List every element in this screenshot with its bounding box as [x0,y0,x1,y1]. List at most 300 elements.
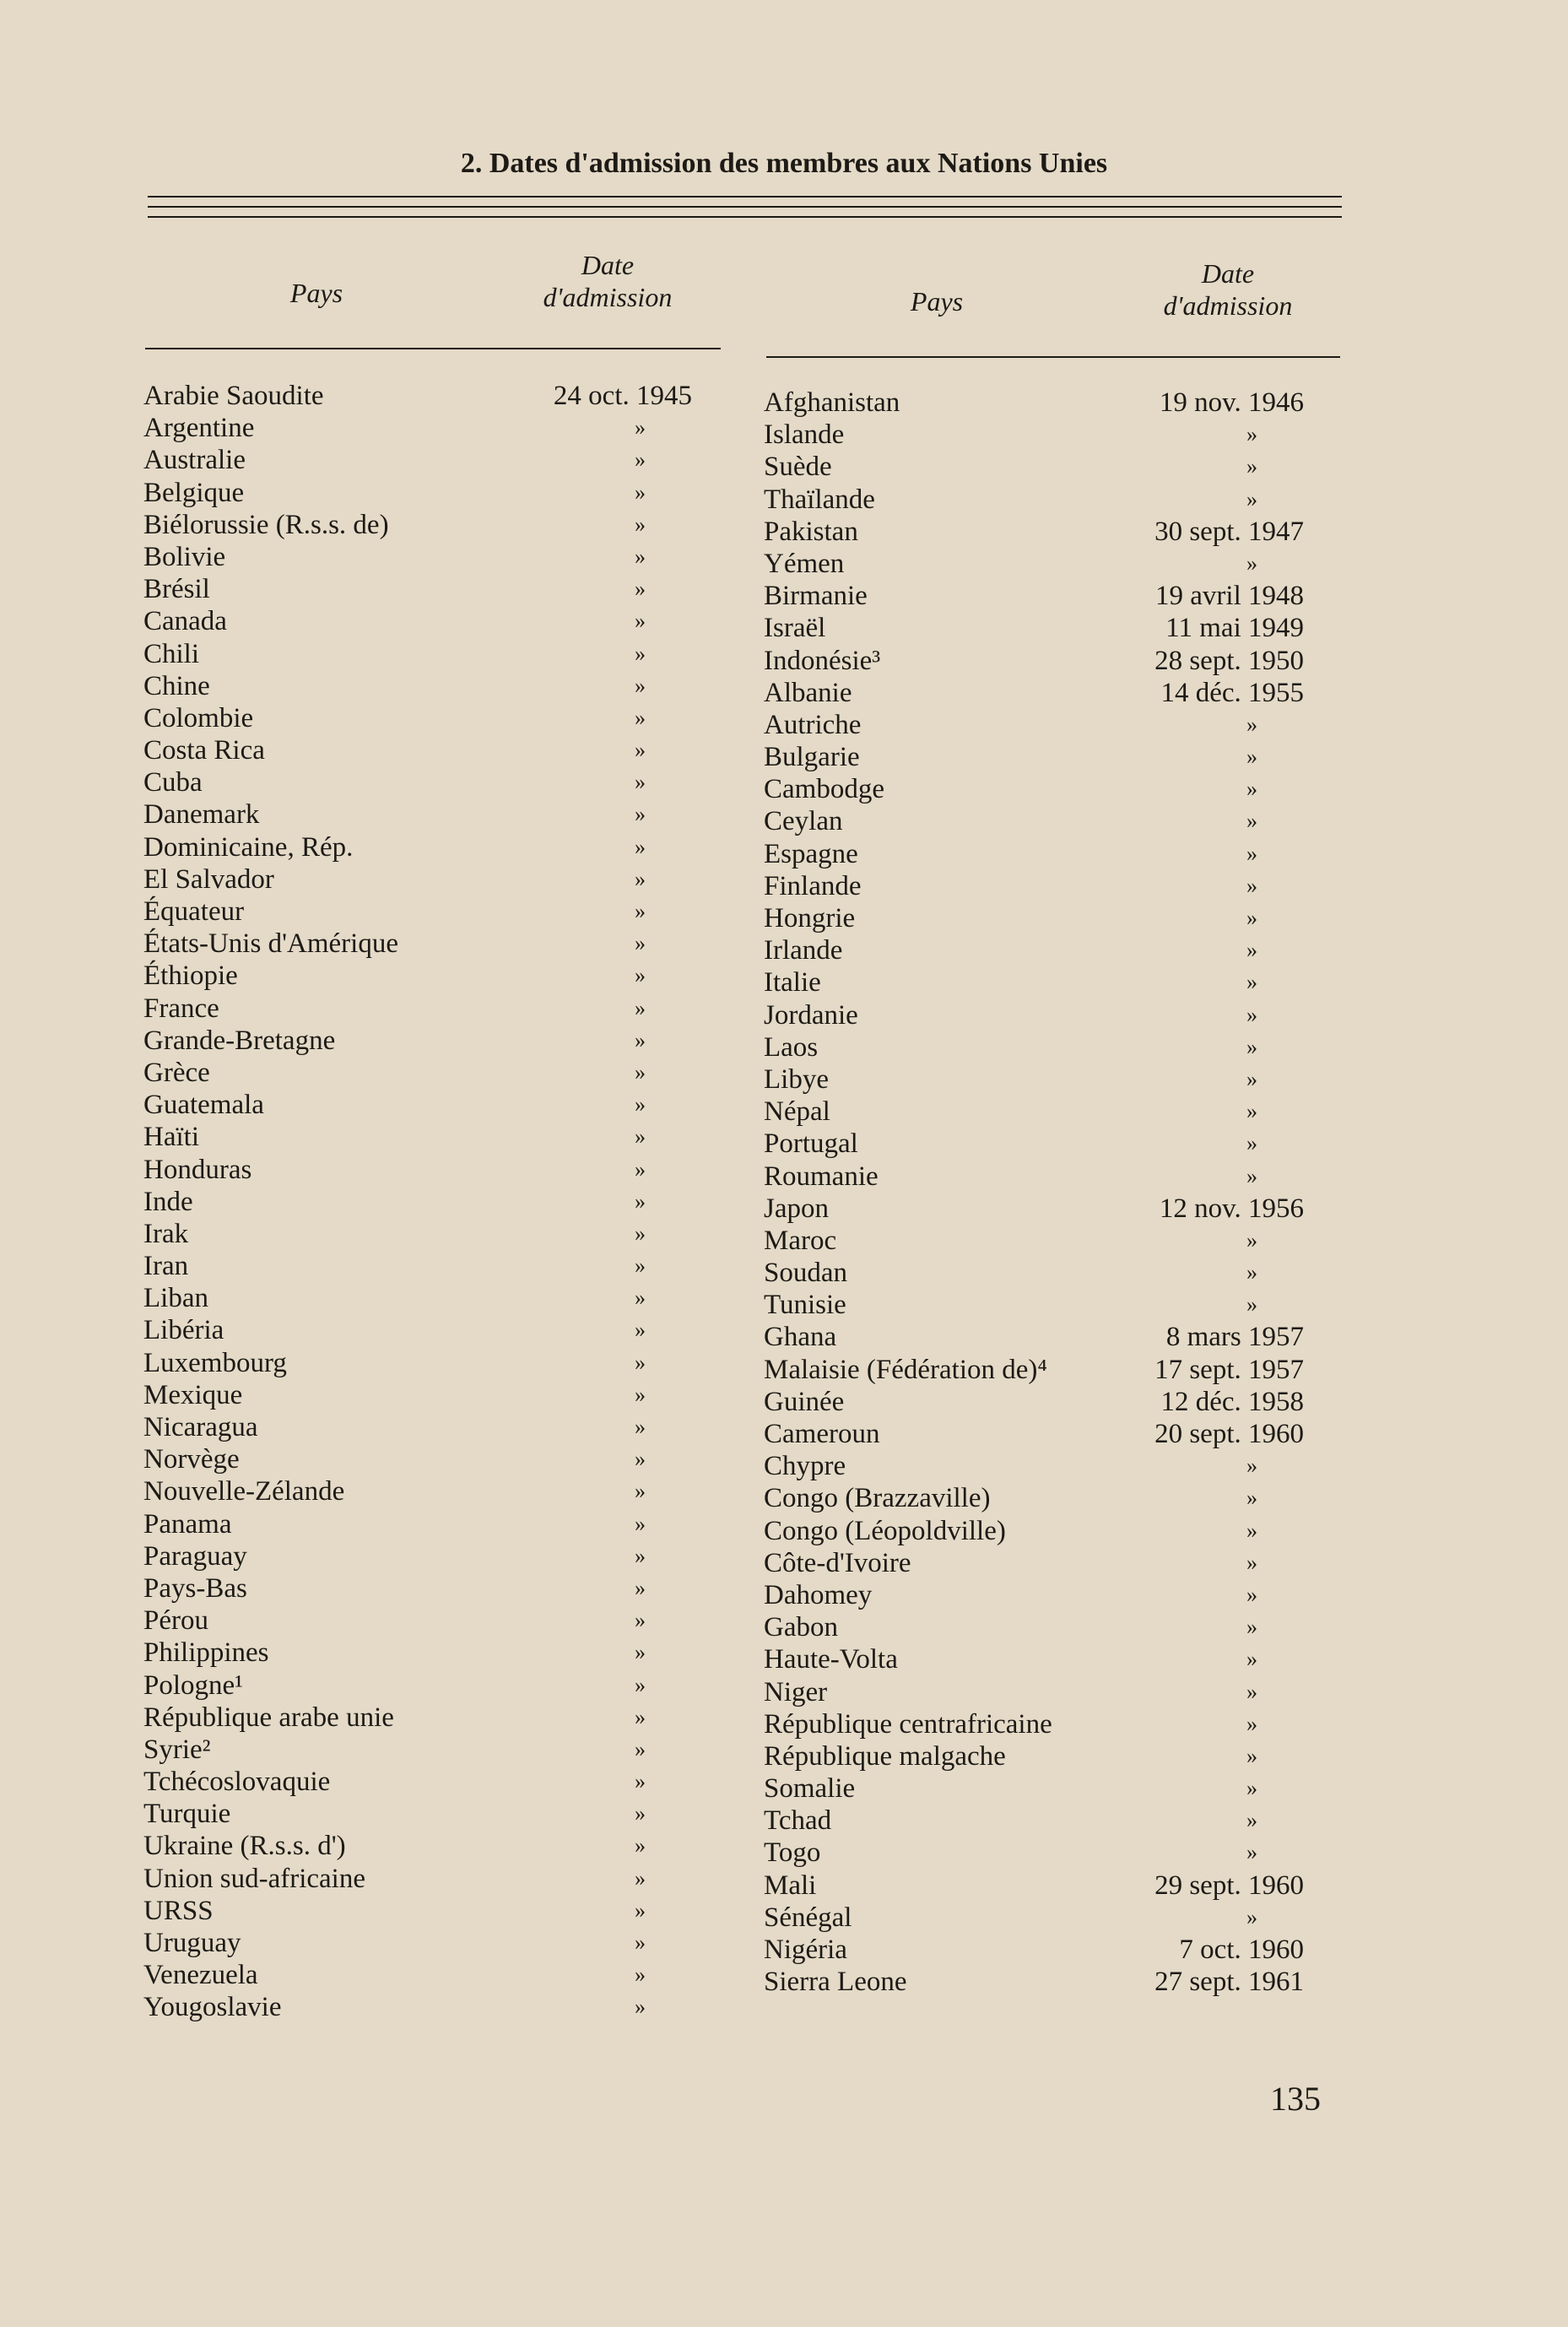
country-name: Roumanie [764,1161,879,1192]
table-row [143,638,692,670]
table-row [764,1708,1304,1740]
country-name: Nigéria [764,1935,847,1965]
country-name: Biélorussie (R.s.s. de) [143,509,389,540]
country-name: Côte-d'Ivoire [764,1547,911,1578]
admission-date: » [635,1769,646,1794]
country-name: El Salvador [143,863,274,895]
country-name: Haute-Volta [764,1644,898,1675]
country-name: Inde [143,1186,193,1217]
country-name: République malgache [764,1740,1006,1772]
admission-date: » [635,576,646,602]
country-name: Portugal [764,1128,858,1160]
country-name: Pakistan [764,516,858,547]
title-rule-mid [148,206,1342,208]
table-row [143,863,692,896]
table-row [764,1611,1304,1643]
table-row [143,1121,692,1153]
admission-date: 30 sept. 1947 [1154,516,1304,547]
admission-date: » [635,705,646,730]
admission-date: » [1246,1292,1257,1318]
table-row [764,387,1304,419]
country-name: Niger [764,1676,828,1707]
table-row [764,1063,1304,1096]
admission-date: » [635,1415,646,1439]
country-name: Haïti [143,1122,199,1153]
country-name: URSS [143,1895,214,1926]
admission-date: 29 sept. 1960 [1154,1870,1304,1901]
left-header-date-line1: Date [581,250,635,280]
country-name: République arabe unie [143,1702,394,1733]
country-name: Maroc [764,1225,837,1256]
admission-date: 14 déc. 1955 [1160,677,1304,708]
country-name: Pérou [143,1605,208,1637]
admission-date: » [635,1640,646,1665]
table-row [143,573,692,605]
country-name: Israël [764,613,826,644]
country-name: Chili [143,638,200,669]
admission-date: » [635,1736,646,1761]
table-row [143,1702,692,1734]
table-row [764,1870,1304,1902]
table-row [143,1379,692,1411]
table-row [764,1676,1304,1708]
table-row [764,1450,1304,1482]
country-name: Albanie [764,677,852,708]
admission-date: » [1246,1518,1257,1543]
country-name: Malaisie (Fédération de)⁴ [764,1354,1047,1385]
table-row [143,960,692,992]
table-row [143,444,692,476]
table-row [143,928,692,960]
table-row [764,966,1304,998]
table-row [764,1902,1304,1934]
table-row [143,605,692,637]
table-row [143,1154,692,1186]
table-row [764,1418,1304,1450]
country-name: Irlande [764,935,843,966]
admission-date: » [1246,1582,1257,1607]
admission-date: » [635,1865,646,1891]
admission-date: » [635,544,646,569]
admission-date: » [635,1382,646,1407]
admission-date: 17 sept. 1957 [1154,1354,1304,1385]
table-row [143,1057,692,1089]
table-row [764,902,1304,934]
admission-date: » [635,479,646,505]
country-name: Tchécoslovaquie [143,1767,331,1798]
country-name: Équateur [143,896,245,927]
admission-date: » [1246,970,1257,995]
admission-date: » [1246,550,1257,576]
admission-date: » [635,1027,646,1053]
admission-date: » [635,1092,646,1118]
country-name: Sénégal [764,1902,852,1933]
admission-date: » [635,1253,646,1279]
country-name: Ceylan [764,806,843,837]
admission-date: » [635,1124,646,1150]
table-row [764,1772,1304,1805]
table-row [764,451,1304,483]
admission-date: » [635,415,646,441]
country-name: Cuba [143,767,203,798]
country-name: Grèce [143,1057,210,1088]
admission-date: » [635,1801,646,1826]
table-row [764,1321,1304,1353]
table-row [764,1643,1304,1675]
admission-date: » [1246,1679,1257,1704]
admission-date: » [1246,906,1257,930]
country-name: Cameroun [764,1419,880,1449]
admission-date: 27 sept. 1961 [1154,1967,1304,1998]
table-row [143,541,692,573]
admission-date: » [1246,873,1257,898]
admission-date: » [635,1447,646,1472]
country-name: Canada [143,606,227,637]
country-name: Bolivie [143,541,226,572]
admission-date: » [635,1994,646,2020]
admission-date: » [635,1575,646,1600]
admission-date: » [635,1188,646,1214]
table-row [764,1482,1304,1514]
admission-date: » [635,899,646,923]
table-row [764,1193,1304,1225]
country-name: Congo (Brazzaville) [764,1483,991,1514]
table-row [764,1257,1304,1289]
admission-date: » [1246,1808,1257,1833]
admission-date: » [635,770,646,795]
table-row [143,896,692,928]
right-header-date-line2: d'admission [1163,290,1293,321]
country-name: Somalie [764,1773,856,1805]
admission-date: » [1246,938,1257,963]
admission-date: » [635,931,646,956]
country-name: Yémen [764,548,845,579]
table-row [764,999,1304,1031]
country-name: Tchad [764,1805,832,1837]
country-name: Islande [764,419,845,451]
country-name: Japon [764,1193,829,1224]
table-row [764,580,1304,612]
table-row [143,1830,692,1862]
country-name: Arabie Saoudite [143,381,324,411]
country-name: Bulgarie [764,742,860,773]
country-name: Iran [143,1251,189,1282]
admission-date: » [635,1672,646,1697]
table-row [143,1572,692,1605]
country-name: Venezuela [143,1960,258,1991]
country-name: États-Unis d'Amérique [143,928,398,960]
country-name: Colombie [143,702,254,733]
admission-date: » [635,1479,646,1504]
admission-date: 20 sept. 1960 [1154,1419,1304,1449]
table-row [764,516,1304,548]
table-row [143,1218,692,1250]
country-name: Autriche [764,709,862,740]
table-row [764,1547,1304,1579]
admission-date: » [635,995,646,1020]
country-name: Mexique [143,1379,243,1410]
country-name: Tunisie [764,1290,846,1321]
table-row [143,734,692,766]
admission-date: 8 mars 1957 [1165,1322,1304,1353]
country-name: Syrie² [143,1734,211,1765]
country-name: Luxembourg [143,1347,287,1378]
table-row [764,1740,1304,1772]
country-name: Éthiopie [143,961,238,992]
admission-date: » [1246,1453,1257,1479]
table-row [764,1031,1304,1063]
admission-date: 12 nov. 1956 [1159,1193,1304,1224]
admission-date: 12 déc. 1958 [1160,1386,1304,1417]
admission-date: » [1246,1260,1257,1285]
table-row [764,1128,1304,1160]
admission-date: » [635,1059,646,1085]
right-header-pays: Pays [910,286,964,317]
right-rows [764,387,1304,1998]
title-rule-top [148,196,1342,198]
table-row [764,1386,1304,1418]
table-row [764,870,1304,902]
admission-date: » [635,1608,646,1633]
admission-date: » [635,511,646,537]
admission-date: » [1246,1743,1257,1768]
left-column [143,380,692,2024]
admission-date: » [635,1962,646,1988]
country-name: Panama [143,1508,232,1540]
admission-date: 24 oct. 1945 [553,381,692,411]
table-row [143,1508,692,1540]
table-row [143,1669,692,1702]
country-name: Italie [764,967,821,998]
country-name: Turquie [143,1799,231,1830]
admission-date: » [1246,1485,1257,1511]
country-name: Brésil [143,574,210,605]
table-row [764,484,1304,516]
table-row [143,1475,692,1507]
page-number: 135 [1270,2080,1321,2118]
table-row [143,1089,692,1121]
table-row [764,1837,1304,1869]
table-row [764,709,1304,741]
admission-date: » [635,1511,646,1536]
table-row [143,798,692,831]
table-row [143,1991,692,2023]
admission-date: » [635,1543,646,1568]
left-rows [143,380,692,2024]
country-name: Union sud-africaine [143,1863,365,1894]
table-row [764,1161,1304,1193]
table-row [143,1766,692,1798]
admission-date: » [635,447,646,473]
admission-date: » [635,1350,646,1375]
admission-date: » [1246,809,1257,834]
country-name: Yougoslavie [143,1992,282,2023]
table-row [764,934,1304,966]
table-row [764,741,1304,773]
country-name: Paraguay [143,1540,247,1572]
admission-date: » [1246,1840,1257,1865]
admission-date: » [635,609,646,634]
table-row [764,677,1304,709]
table-row [764,548,1304,580]
admission-date: » [635,1220,646,1246]
country-name: Pays-Bas [143,1572,247,1604]
admission-date: » [1246,777,1257,802]
right-header-rule [766,356,1340,358]
country-name: Libéria [143,1315,224,1346]
table-row [143,702,692,734]
table-row [143,1250,692,1282]
country-name: Chine [143,670,210,701]
table-row [143,1282,692,1314]
table-row [143,380,692,412]
table-row [764,838,1304,870]
admission-date: » [635,1285,646,1311]
table-row [764,1934,1304,1966]
country-name: Jordanie [764,999,858,1031]
admission-date: » [635,1156,646,1182]
country-name: Uruguay [143,1928,241,1958]
admission-date: » [635,738,646,763]
country-name: Danemark [143,799,260,831]
country-name: Congo (Léopoldville) [764,1515,1006,1546]
country-name: Dahomey [764,1579,873,1610]
country-name: Philippines [143,1637,269,1669]
country-name: Birmanie [764,581,868,612]
table-row [764,1225,1304,1257]
admission-date: » [635,1318,646,1343]
table-row [143,766,692,798]
table-row [143,1411,692,1443]
country-name: Irak [143,1218,189,1249]
country-name: Liban [143,1283,208,1314]
title-rule-bottom [148,216,1342,218]
table-row [143,993,692,1025]
table-row [143,1863,692,1895]
table-row [143,1605,692,1637]
country-name: Finlande [764,870,862,901]
left-header-rule [145,348,721,349]
country-name: Mali [764,1870,817,1901]
table-row [143,831,692,863]
table-row [764,419,1304,451]
table-row [764,1579,1304,1611]
country-name: Dominicaine, Rép. [143,831,354,863]
country-name: Sierra Leone [764,1967,907,1998]
table-row [143,477,692,509]
country-name: Afghanistan [764,387,900,418]
table-row [764,1966,1304,1998]
country-name: Libye [764,1063,829,1095]
admission-date: » [1246,1066,1257,1091]
country-name: Ghana [764,1322,837,1353]
country-name: Togo [764,1837,821,1869]
admission-date: » [1246,841,1257,866]
admission-date: » [1246,1227,1257,1253]
admission-date: » [1246,1099,1257,1124]
admission-date: » [635,866,646,891]
country-name: Costa Rica [143,735,265,766]
admission-date: » [635,1897,646,1923]
admission-date: 19 nov. 1946 [1159,387,1304,418]
table-row [764,1515,1304,1547]
country-name: Nicaragua [143,1412,258,1442]
admission-date: » [1246,1131,1257,1156]
admission-date: » [1246,1904,1257,1929]
left-header-date-line2: d'admission [543,282,673,312]
admission-date: » [1246,454,1257,479]
country-name: Laos [764,1031,819,1063]
admission-date: » [635,834,646,859]
country-name: Soudan [764,1258,847,1289]
table-row [143,1443,692,1475]
admission-date: » [1246,1615,1257,1640]
country-name: Cambodge [764,774,884,805]
right-column [764,387,1304,1998]
table-row [143,1798,692,1830]
admission-date: » [635,963,646,988]
table-row [764,612,1304,644]
admission-date: » [1246,422,1257,447]
table-row [764,645,1304,677]
country-name: Honduras [143,1154,252,1185]
left-header-pays: Pays [289,278,343,308]
admission-date: » [1246,1711,1257,1736]
admission-date: » [1246,744,1257,770]
country-name: Argentine [143,413,255,444]
table-row [143,1186,692,1218]
admission-date: 19 avril 1948 [1155,581,1304,612]
page-title: 2. Dates d'admission des membres aux Nations Unies [460,148,1108,179]
admission-date: » [1246,1163,1257,1188]
country-name: Grande-Bretagne [143,1025,336,1056]
country-name: Chypre [764,1451,846,1482]
country-name: République centrafricaine [764,1708,1052,1740]
admission-date: » [1246,1550,1257,1575]
admission-date: » [1246,486,1257,511]
table-row [764,1805,1304,1837]
table-row [143,1025,692,1057]
table-row [143,670,692,702]
country-name: Suède [764,452,832,483]
country-name: Australie [143,445,246,476]
table-row [764,1096,1304,1128]
table-row [143,1959,692,1991]
table-row [143,1895,692,1927]
admission-date: » [635,802,646,827]
table-row [143,1637,692,1669]
country-name: Guatemala [143,1090,264,1121]
table-row [764,1354,1304,1386]
table-row [143,1540,692,1572]
admission-date: » [1246,1034,1257,1059]
admission-date: » [635,1833,646,1859]
country-name: Guinée [764,1386,845,1417]
admission-date: 28 sept. 1950 [1154,645,1304,676]
table-row [764,773,1304,805]
country-name: Nouvelle-Zélande [143,1476,345,1507]
country-name: Hongrie [764,903,856,934]
table-row [143,509,692,541]
country-name: Belgique [143,477,245,508]
admission-date: » [635,641,646,666]
country-name: Espagne [764,838,858,869]
country-name: Gabon [764,1612,838,1643]
admission-date: 11 mai 1949 [1165,613,1304,644]
table-row [143,1314,692,1346]
admission-date: » [1246,1647,1257,1672]
admission-date: » [635,1930,646,1955]
